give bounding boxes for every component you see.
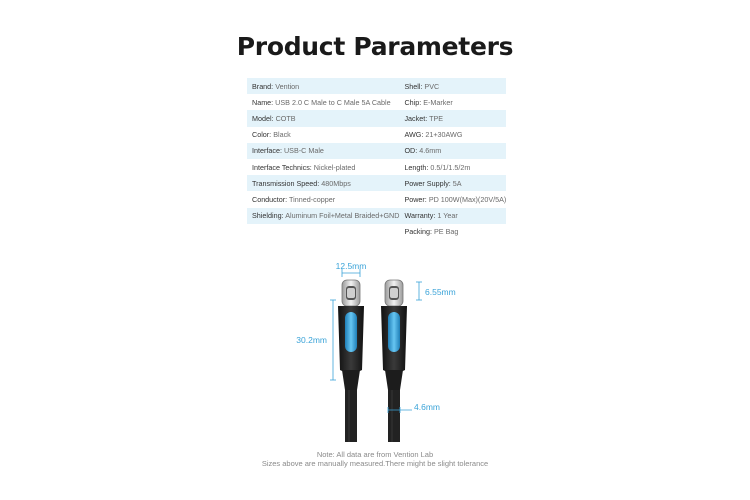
param-value: PVC [424,81,440,91]
param-row [247,94,506,110]
param-cell-right [399,94,506,110]
param-key: Warranty: [404,211,436,221]
connector-width-label: 12.5mm [335,261,367,271]
param-value: E-Marker [423,97,453,107]
param-key: Conductor: [252,194,288,204]
param-key: Name: [252,97,274,107]
param-row [247,110,506,126]
parameters-table [247,78,506,240]
param-value: Tinned-copper [289,194,336,204]
param-cell-left [247,78,399,94]
param-row [247,127,506,143]
param-key: Model: [252,113,274,123]
param-value: 21+30AWG [425,130,463,140]
param-cell-right [399,208,506,224]
param-cell-left [247,143,399,159]
param-row [247,191,506,207]
param-value: USB-C Male [283,146,324,156]
right-cable-connector [381,280,407,442]
param-key: Transmission Speed: [252,178,320,188]
connector-thickness-label: 6.55mm [425,287,456,297]
param-key: Brand: [252,81,274,91]
note-line-2: Sizes above are manually measured.There might be slight tolerance [261,459,489,468]
param-value: Black [273,130,291,140]
housing-length-label: 30.2mm [296,335,327,345]
cable-od-label: 4.6mm [414,402,440,412]
param-key: Length: [404,162,429,172]
param-row [247,175,506,191]
note-line-1: Note: All data are from Vention Lab [316,450,434,459]
param-cell-right [399,78,506,94]
param-value: 4.6mm [419,146,442,156]
param-cell-left [247,224,399,240]
param-cell-right [399,159,506,175]
left-cable-connector [338,280,364,442]
param-value: 1 Year [437,211,458,221]
param-row [247,159,506,175]
param-cell-right [399,224,506,240]
param-key: Interface Technics: [252,162,312,172]
param-value: COTB [275,113,296,123]
param-key: Interface: [252,146,282,156]
cable-dimension-figure [280,250,480,450]
param-key: Power Supply: [404,178,451,188]
param-key: Color: [252,130,272,140]
param-key: Power: [404,194,427,204]
housing-length-marker [330,300,336,380]
param-value: 0.5/1/1.5/2m [430,162,471,172]
param-value: Nickel-plated [313,162,356,172]
param-key: Chip: [404,97,422,107]
param-key: Packing: [404,227,433,237]
param-row [247,208,506,224]
param-value: PD 100W(Max)(20V/5A) [428,194,507,204]
param-cell-left [247,208,399,224]
param-row [247,143,506,159]
param-value: 5A [452,178,462,188]
param-value: Vention [275,81,300,91]
param-row [247,224,506,240]
param-value: 480Mbps [321,178,351,188]
param-key: Jacket: [404,113,428,123]
page-title: Product Parameters [236,32,514,61]
param-cell-left [247,127,399,143]
param-key: Shielding: [252,211,284,221]
param-cell-left [247,110,399,126]
param-value: Aluminum Foil+Metal Braided+GND [285,211,400,221]
param-value: USB 2.0 C Male to C Male 5A Cable [275,97,391,107]
param-cell-left [247,94,399,110]
param-row [247,78,506,94]
param-key: OD: [404,146,418,156]
param-cell-left [247,159,399,175]
param-value: PE Bag [434,227,459,237]
param-value: TPE [429,113,444,123]
param-cell-left [247,191,399,207]
param-cell-right [399,110,506,126]
param-key: Shell: [404,81,423,91]
param-cell-right [399,127,506,143]
param-cell-right [399,191,506,207]
param-cell-left [247,175,399,191]
param-key: AWG: [404,130,424,140]
connector-thickness-marker [416,282,422,300]
param-cell-right [399,175,506,191]
param-cell-right [399,143,506,159]
